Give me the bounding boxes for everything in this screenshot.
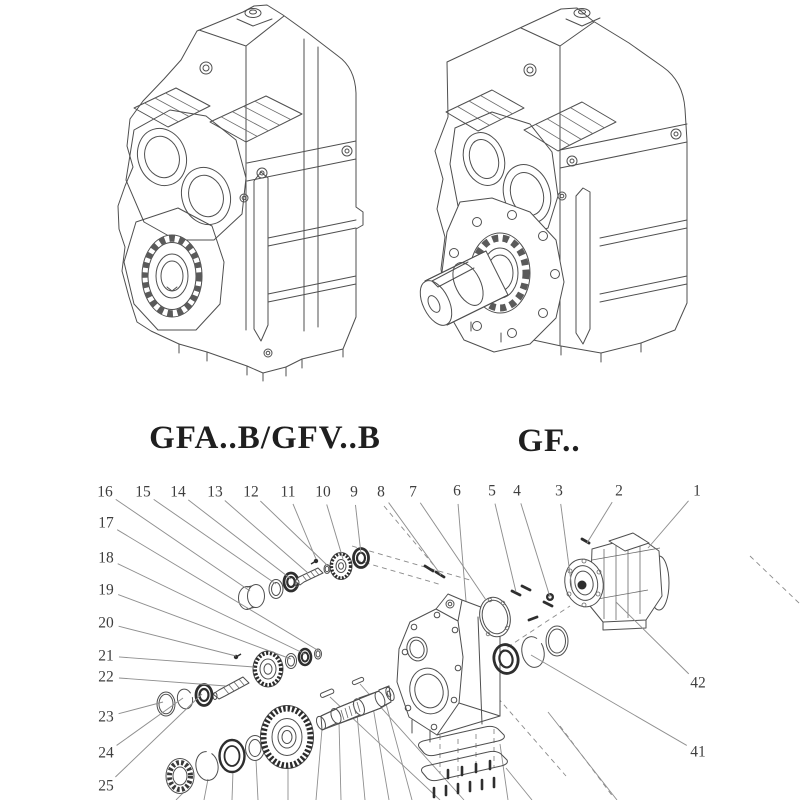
callout-number-41: 41	[690, 743, 706, 761]
callout-leader-1	[648, 501, 689, 548]
callout-leader-12	[260, 501, 328, 566]
circlip-output	[194, 750, 221, 782]
callout-leader-16	[116, 499, 250, 591]
callout-leader-22	[119, 678, 226, 686]
circlip	[176, 688, 195, 711]
callout-leader-19	[118, 595, 291, 659]
callout-number-17: 17	[98, 514, 114, 532]
edge-leader-lines	[176, 684, 617, 800]
callout-number-23: 23	[98, 708, 114, 726]
end-cap	[248, 585, 265, 608]
callout-number-18: 18	[98, 549, 114, 567]
callout-leader-2	[587, 502, 612, 543]
callout-number-11: 11	[280, 483, 296, 501]
callout-leader-6	[458, 504, 466, 601]
callout-number-8: 8	[377, 483, 385, 501]
callout-number-24: 24	[98, 744, 114, 762]
callout-leader-9	[355, 505, 361, 554]
model-label-right: GF..	[517, 423, 581, 459]
callout-leader-4	[521, 503, 550, 597]
callout-number-21: 21	[98, 647, 114, 665]
exploded-parts-diagram	[97, 483, 800, 800]
shaft-key-2	[352, 677, 365, 685]
callout-leader-20	[119, 626, 236, 656]
callout-number-1: 1	[693, 482, 701, 500]
callout-number-5: 5	[488, 482, 496, 500]
callout-number-25: 25	[98, 777, 114, 795]
callout-number-42: 42	[690, 674, 706, 692]
callout-leader-13	[225, 501, 308, 573]
bottom-cover-gaskets	[419, 726, 508, 797]
circlip-motor-side	[519, 635, 547, 670]
callout-leader-21	[119, 657, 254, 667]
callout-leader-7	[420, 503, 486, 600]
gearbox-drawing-right	[414, 8, 687, 362]
model-label-left: GFA..B/GFV..B	[149, 420, 381, 456]
callout-number-7: 7	[409, 483, 417, 501]
callout-number-16: 16	[97, 483, 113, 501]
callout-number-3: 3	[555, 482, 563, 500]
motor-drawing	[560, 533, 669, 630]
output-bearing-left	[142, 235, 202, 317]
callout-number-2: 2	[615, 482, 623, 500]
callout-leader-23	[119, 702, 163, 714]
callout-number-9: 9	[350, 483, 358, 501]
callout-leader-41	[531, 655, 687, 745]
callout-leader-14	[188, 500, 291, 579]
callout-number-4: 4	[513, 482, 521, 500]
callout-leader-15	[154, 499, 276, 584]
shaft-key-1	[320, 688, 335, 698]
callout-number-6: 6	[453, 482, 461, 500]
callout-number-22: 22	[98, 668, 114, 686]
callout-leader-18	[118, 564, 305, 654]
callout-layer	[97, 483, 706, 795]
oil-seal	[220, 740, 245, 772]
callout-leader-42	[616, 602, 689, 674]
callout-leader-5	[495, 504, 516, 592]
gearbox-drawing-left	[118, 5, 363, 381]
callout-number-14: 14	[170, 483, 186, 501]
callout-leader-10	[327, 504, 343, 559]
figure-titles	[149, 420, 581, 459]
callout-number-15: 15	[135, 483, 151, 501]
callout-number-19: 19	[98, 581, 114, 599]
callout-number-20: 20	[98, 614, 114, 632]
callout-number-13: 13	[207, 483, 223, 501]
callout-number-12: 12	[243, 483, 259, 501]
callout-number-10: 10	[315, 483, 331, 501]
input-shaft-parts	[239, 549, 369, 610]
